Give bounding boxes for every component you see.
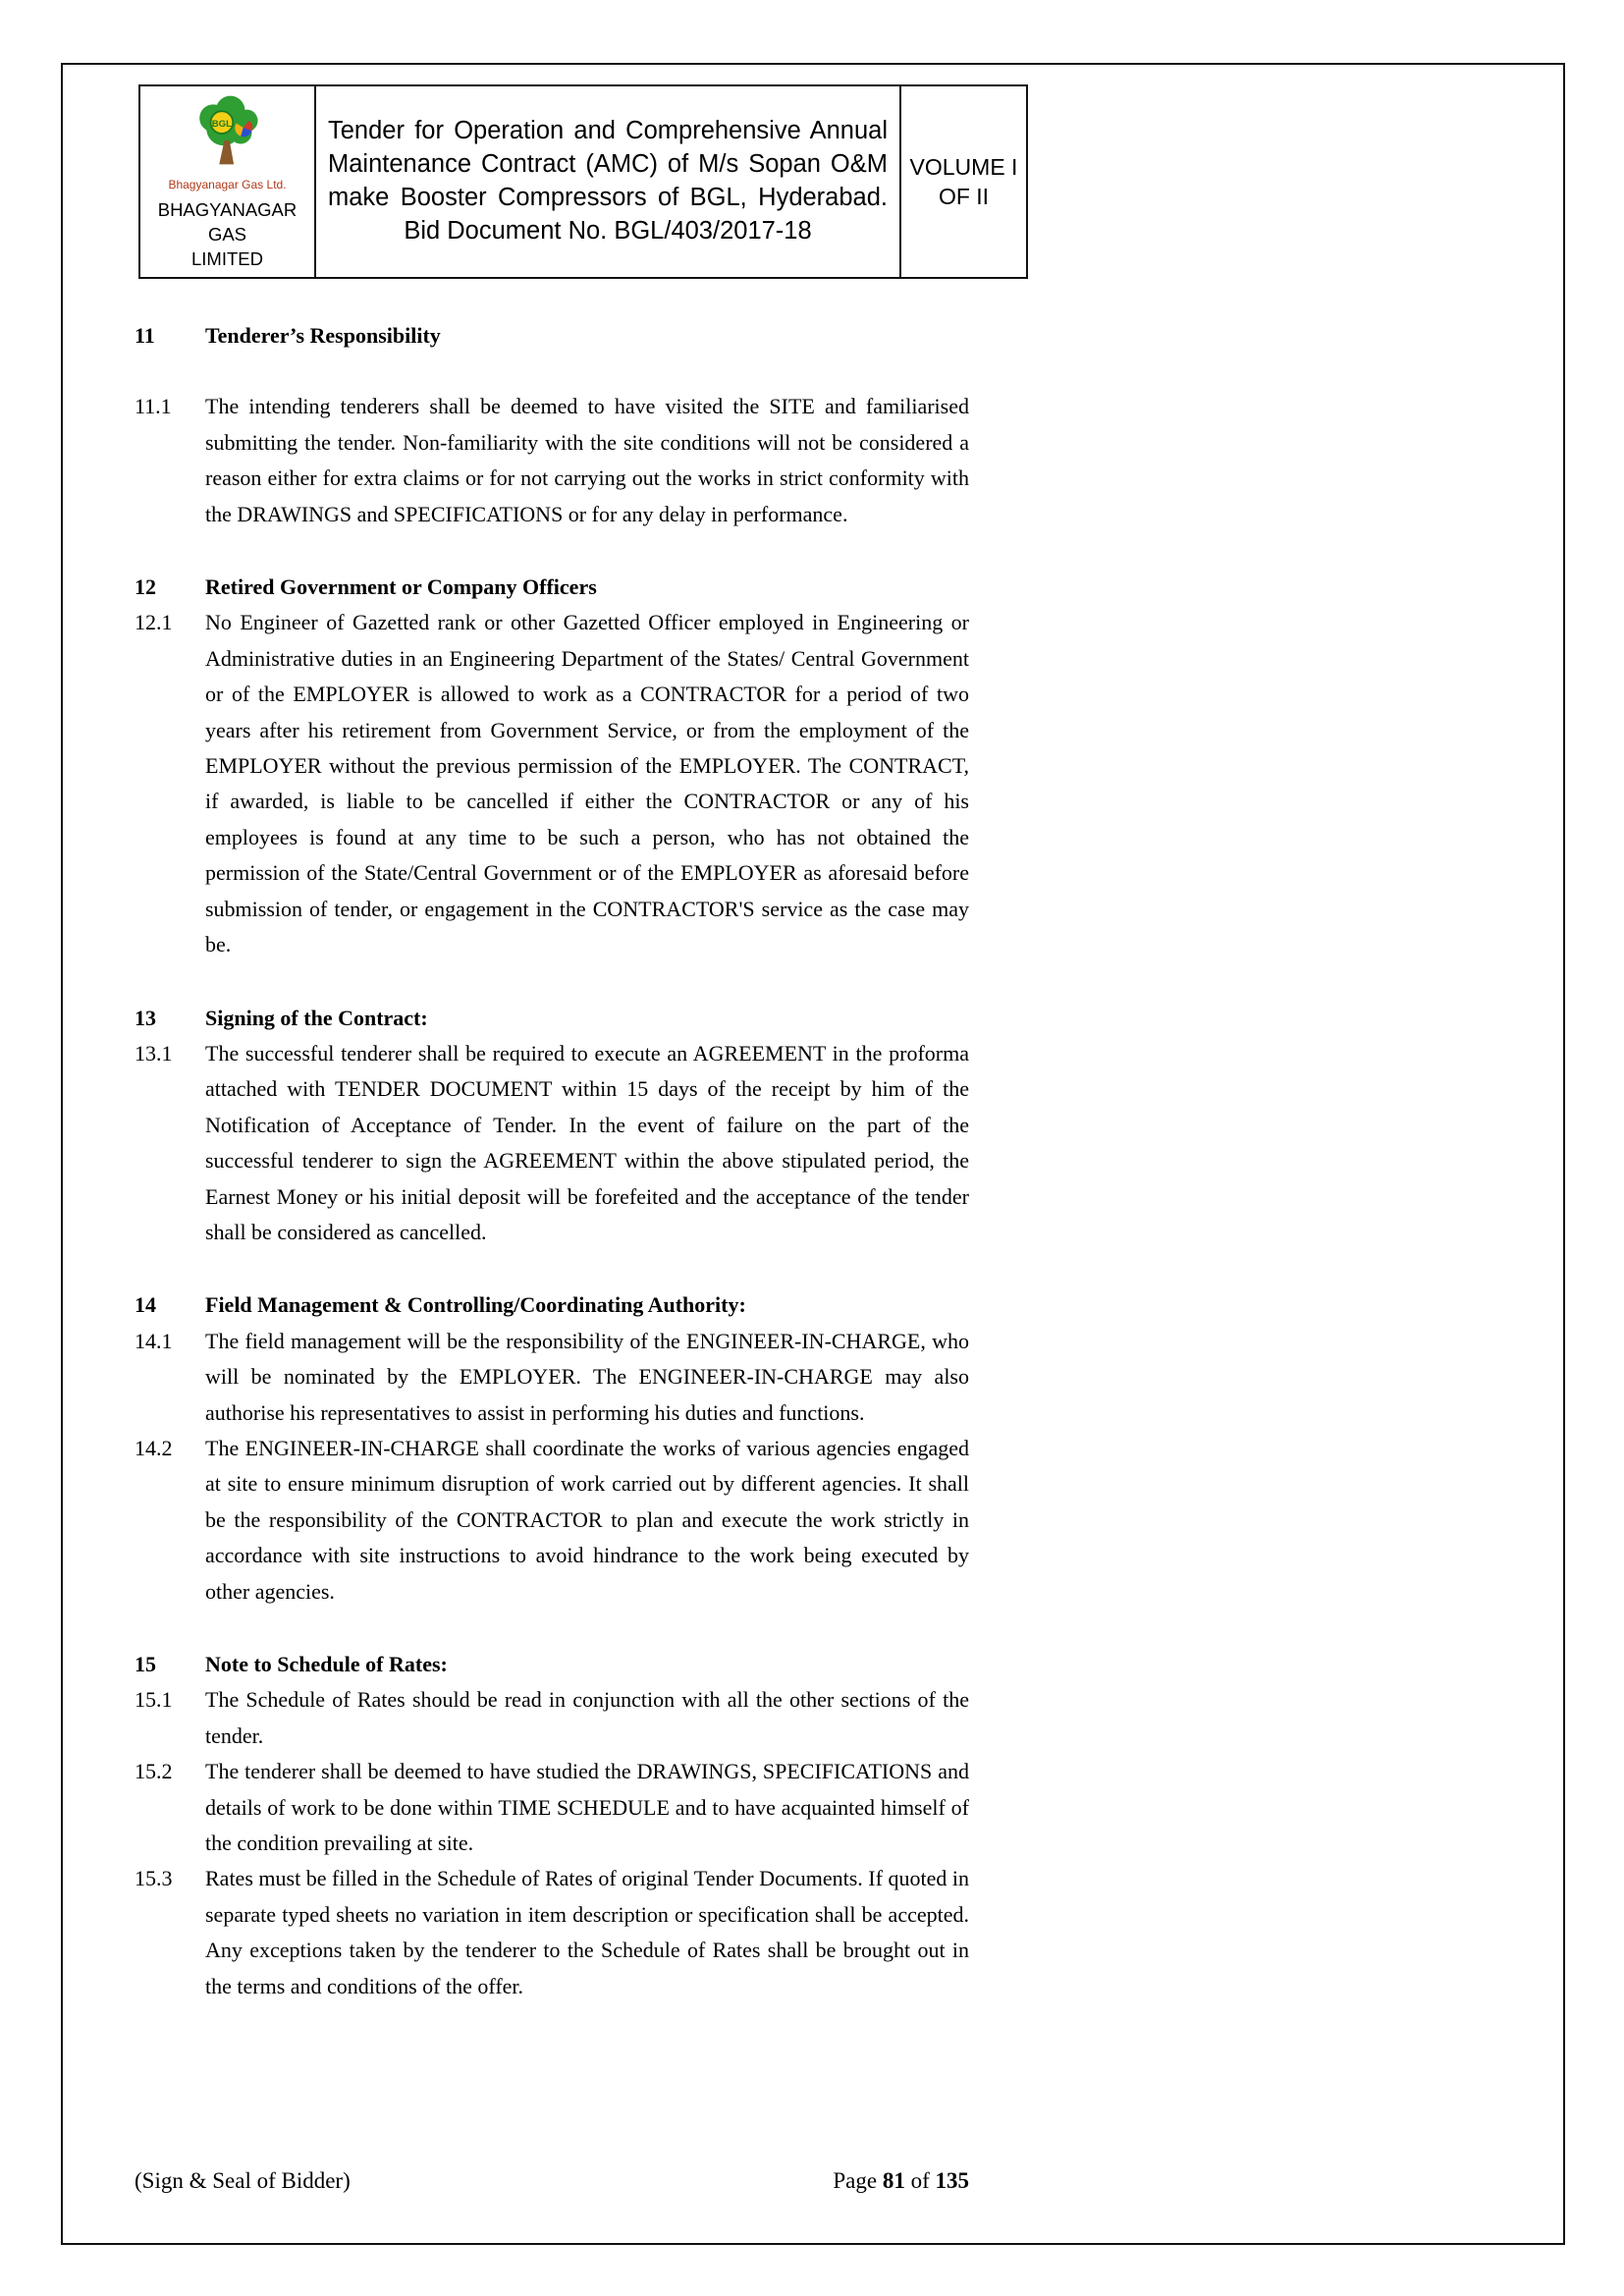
clause-number: 14.2 [135, 1435, 173, 1460]
section-heading [135, 1647, 969, 1682]
section-heading [135, 318, 969, 354]
clause-text: Rates must be filled in the Schedule of Rates of original Tender Documents. If quoted in separate typed sheets no variation in item description or specification shall be accepted. Any exceptions taken by the tenderer to the Schedule of Rates shall be brought out in the terms and conditions of the offer. [205, 1866, 969, 1998]
section-number: 15 [135, 1652, 156, 1676]
company-name-line2: LIMITED [191, 248, 263, 269]
company-name-line1: BHAGYANAGAR GAS [157, 199, 298, 245]
clause [135, 1861, 969, 2004]
title-line-2: Maintenance Contract (AMC) of M/s Sopan O&M [328, 150, 888, 178]
section-title: Signing of the Contract: [205, 1005, 428, 1030]
clause [135, 1682, 969, 1754]
clause-text: The ENGINEER-IN-CHARGE shall coordinate the works of various agencies engaged at site to ensure minimum disruption of work carried out by different agencies. It shall be the responsibility of the CONTRACTOR to plan and execute the work strictly in accordance with site instructions to avoid hindrance to the work being executed by other agencies. [205, 1435, 969, 1604]
of-word: of [910, 2168, 930, 2193]
clause [135, 389, 969, 532]
section-number: 13 [135, 1005, 156, 1030]
section-heading [135, 1287, 969, 1323]
clause-text: No Engineer of Gazetted rank or other Gazetted Officer employed in Engineering or Administrative duties in an Engineering Department of the States/ Central Government or of the EMPLOYER is allowed to work as a CONTRACTOR for a period of two years after his retirement from Government Service, or from the employment of the EMPLOYER without the previous permission of the EMPLOYER. The CONTRACT, if awarded, is liable to be cancelled if either the CONTRACTOR or any of his employees is found at any time to be such a person, who has not obtained the permission of the State/Central Government or of the EMPLOYER as aforesaid before submission of tender, or engagement in the CONTRACTOR'S service as the case may be. [205, 610, 969, 957]
clause-text: The field management will be the responsibility of the ENGINEER-IN-CHARGE, who will be nominated by the EMPLOYER. The ENGINEER-IN-CHARGE may also authorise his representatives to assist in performing his duties and functions. [205, 1328, 969, 1425]
title-line-1: Tender for Operation and Comprehensive Annual [328, 117, 888, 144]
document-title-cell [315, 85, 900, 278]
section-heading [135, 570, 969, 605]
clause [135, 1431, 969, 1610]
clause-number: 15.3 [135, 1866, 173, 1891]
clause [135, 1754, 969, 1861]
document-body [135, 318, 969, 2004]
spacer [135, 354, 969, 389]
logo-cell [139, 85, 315, 278]
logo-caption: Bhagyanagar Gas Ltd. [168, 178, 287, 191]
volume-line-1: VOLUME I [909, 154, 1018, 180]
clause-number: 15.2 [135, 1759, 173, 1784]
page-word: Page [833, 2168, 878, 2193]
volume-line-2: OF II [938, 184, 990, 209]
clause [135, 1036, 969, 1250]
section-number: 11 [135, 323, 155, 348]
clause [135, 1324, 969, 1431]
total-pages: 135 [935, 2168, 969, 2193]
section-title: Retired Government or Company Officers [205, 574, 597, 600]
sign-seal-note: (Sign & Seal of Bidder) [135, 2168, 351, 2193]
clause-text: The Schedule of Rates should be read in conjunction with all the other sections of the tender. [205, 1687, 969, 1748]
title-line-3: make Booster Compressors of BGL, Hyderabad. [328, 184, 888, 211]
section-heading [135, 1001, 969, 1036]
clause-number: 12.1 [135, 610, 173, 635]
clause-number: 15.1 [135, 1687, 173, 1713]
volume-label [900, 85, 1027, 278]
section-number: 12 [135, 574, 156, 600]
section-title: Note to Schedule of Rates: [205, 1652, 448, 1676]
bgl-logo-icon [181, 92, 275, 175]
page-indicator [833, 2168, 969, 2194]
section-number: 14 [135, 1292, 156, 1318]
header-table [138, 84, 1028, 279]
logo-badge-text: BGL [211, 119, 232, 131]
section-title: Tenderer’s Responsibility [205, 323, 441, 348]
clause [135, 605, 969, 962]
company-name [144, 197, 310, 271]
clause-number: 14.1 [135, 1328, 173, 1353]
clause-text: The intending tenderers shall be deemed to have visited the SITE and familiarised submitting the tender. Non-familiarity with the site conditions will not be considered a reason either for extra claims or for not carrying out the works in strict conformity with the DRAWINGS and SPECIFICATIONS or for any delay in performance. [205, 394, 969, 526]
section-title: Field Management & Controlling/Coordinating Authority: [205, 1292, 746, 1318]
clause-number: 13.1 [135, 1040, 173, 1066]
clause-text: The successful tenderer shall be required to execute an AGREEMENT in the proforma attached with TENDER DOCUMENT within 15 days of the receipt by him of the Notification of Acceptance of Tender. In the event of failure on the part of the successful tenderer to sign the AGREEMENT within the above stipulated period, the Earnest Money or his initial deposit will be forefeited and the acceptance of the tender shall be considered as cancelled. [205, 1040, 969, 1244]
clause-number: 11.1 [135, 394, 172, 419]
bid-document-number: Bid Document No. BGL/403/2017-18 [404, 217, 812, 245]
page-number: 81 [882, 2168, 905, 2193]
page-border [61, 63, 1565, 2245]
clause-text: The tenderer shall be deemed to have studied the DRAWINGS, SPECIFICATIONS and details of work to be done within TIME SCHEDULE and to have acquainted himself of the condition prevailing at site. [205, 1759, 969, 1856]
page-footer [135, 2168, 969, 2194]
